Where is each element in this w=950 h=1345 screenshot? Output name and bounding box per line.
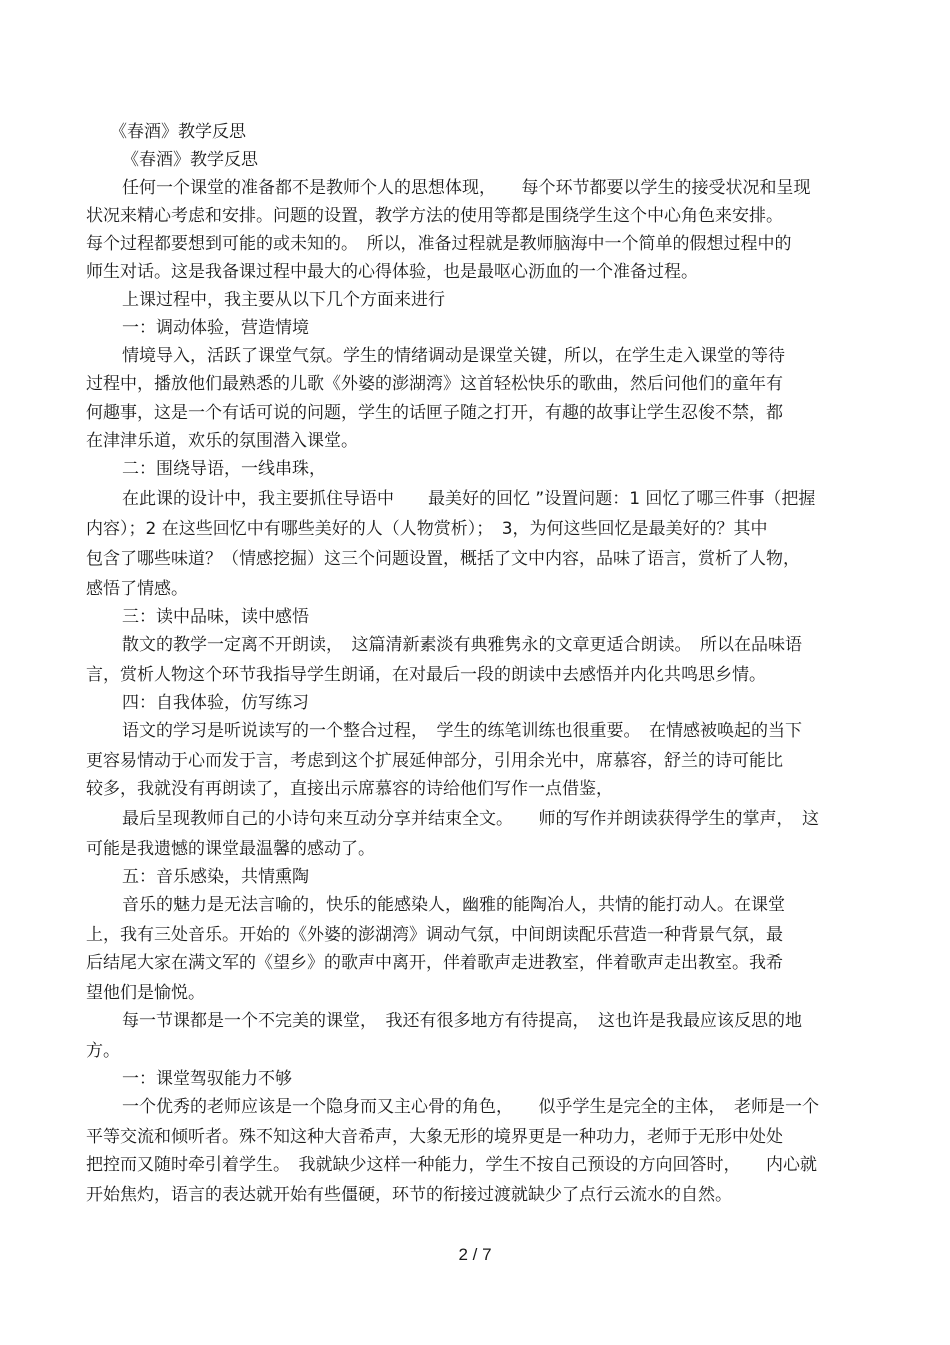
text-line: 语文的学习是听说读写的一个整合过程， 学生的练笔训练也很重要。 在情感被唤起的当下 [122, 721, 802, 741]
section-heading: 五：音乐感染，共情熏陶 [122, 867, 309, 887]
text-line: 在津津乐道，欢乐的氛围潜入课堂。 [86, 431, 358, 451]
text-line: 较多，我就没有再朗读了，直接出示席慕容的诗给他们写作一点借鉴， [86, 779, 613, 799]
text-line: 感悟了情感。 [86, 579, 188, 599]
text-line: 上课过程中，我主要从以下几个方面来进行 [122, 290, 445, 310]
text-line: 可能是我遗憾的课堂最温馨的感动了。 [86, 839, 375, 859]
section-heading: 二：围绕导语，一线串珠， [122, 459, 326, 479]
text-line: 在此课的设计中，我主要抓住导语中 最美好的回忆 ”设置问题：1 回忆了哪三件事（把握 [122, 489, 816, 509]
section-heading: 四：自我体验，仿写练习 [122, 693, 309, 713]
text-line: 每个过程都要想到可能的或未知的。 所以，准备过程就是教师脑海中一个简单的假想过程中的 [86, 234, 792, 254]
text-line: 散文的教学一定离不开朗读， 这篇清新素淡有典雅隽永的文章更适合朗读。 所以在品味语 [122, 635, 802, 655]
text-line: 情境导入，活跃了课堂气氛。学生的情绪调动是课堂关键，所以，在学生走入课堂的等待 [122, 346, 785, 366]
text-line: 包含了哪些味道？（情感挖掘）这三个问题设置，概括了文中内容，品味了语言，赏析了人物， [86, 549, 800, 569]
text-line: 音乐的魅力是无法言喻的，快乐的能感染人，幽雅的能陶冶人，共情的能打动人。在课堂 [122, 895, 785, 915]
text-line: 内容）；2 在这些回忆中有哪些美好的人（人物赏析）； 3，为何这些回忆是最美好的？其中 [86, 519, 768, 539]
text-line: 每一节课都是一个不完美的课堂， 我还有很多地方有待提高， 这也许是我最应该反思的地 [122, 1011, 802, 1031]
text-line: 把控而又随时牵引着学生。 我就缺少这样一种能力，学生不按自己预设的方向回答时， 内心就 [86, 1155, 817, 1175]
text-line: 开始焦灼，语言的表达就开始有些僵硬，环节的衔接过渡就缺少了点行云流水的自然。 [86, 1185, 732, 1205]
text-line: 后结尾大家在满文军的《望乡》的歌声中离开，伴着歌声走进教室，伴着歌声走出教室。我希 [86, 953, 783, 973]
text-line: 平等交流和倾听者。殊不知这种大音希声，大象无形的境界更是一种功力，老师于无形中处处 [86, 1127, 783, 1147]
page-number: 2 / 7 [458, 1245, 492, 1264]
text-line: 上，我有三处音乐。开始的《外婆的澎湖湾》调动气氛，中间朗读配乐营造一种背景气氛，最 [86, 925, 783, 945]
text-line: 言，赏析人物这个环节我指导学生朗诵，在对最后一段的朗读中去感悟并内化共鸣思乡情。 [86, 665, 766, 685]
text-line: 师生对话。这是我备课过程中最大的心得体验，也是最呕心沥血的一个准备过程。 [86, 262, 698, 282]
text-line: 更容易情动于心而发于言，考虑到这个扩展延伸部分，引用余光中，席慕容，舒兰的诗可能比 [86, 751, 783, 771]
section-heading: 一：调动体验，营造情境 [122, 318, 309, 338]
text-line: 一个优秀的老师应该是一个隐身而又主心骨的角色， 似乎学生是完全的主体， 老师是一个 [122, 1097, 819, 1117]
text-line: 何趣事，这是一个有话可说的问题，学生的话匣子随之打开，有趣的故事让学生忍俊不禁，都 [86, 403, 783, 423]
text-line: 任何一个课堂的准备都不是教师个人的思想体现， 每个环节都要以学生的接受状况和呈现 [122, 178, 811, 198]
document-title: 《春酒》教学反思 [110, 122, 246, 142]
text-line: 状况来精心考虑和安排。问题的设置，教学方法的使用等都是围绕学生这个中心角色来安排。 [86, 206, 783, 226]
section-heading: 一：课堂驾驭能力不够 [122, 1069, 292, 1089]
section-heading: 三：读中品味，读中感悟 [122, 607, 309, 627]
text-line: 方。 [86, 1041, 120, 1061]
text-line: 最后呈现教师自己的小诗句来互动分享并结束全文。 师的写作并朗读获得学生的掌声， 这 [122, 809, 819, 829]
document-subtitle: 《春酒》教学反思 [122, 150, 258, 170]
text-line: 过程中，播放他们最熟悉的儿歌《外婆的澎湖湾》这首轻松快乐的歌曲，然后问他们的童年有 [86, 374, 783, 394]
text-line: 望他们是愉悦。 [86, 983, 205, 1003]
